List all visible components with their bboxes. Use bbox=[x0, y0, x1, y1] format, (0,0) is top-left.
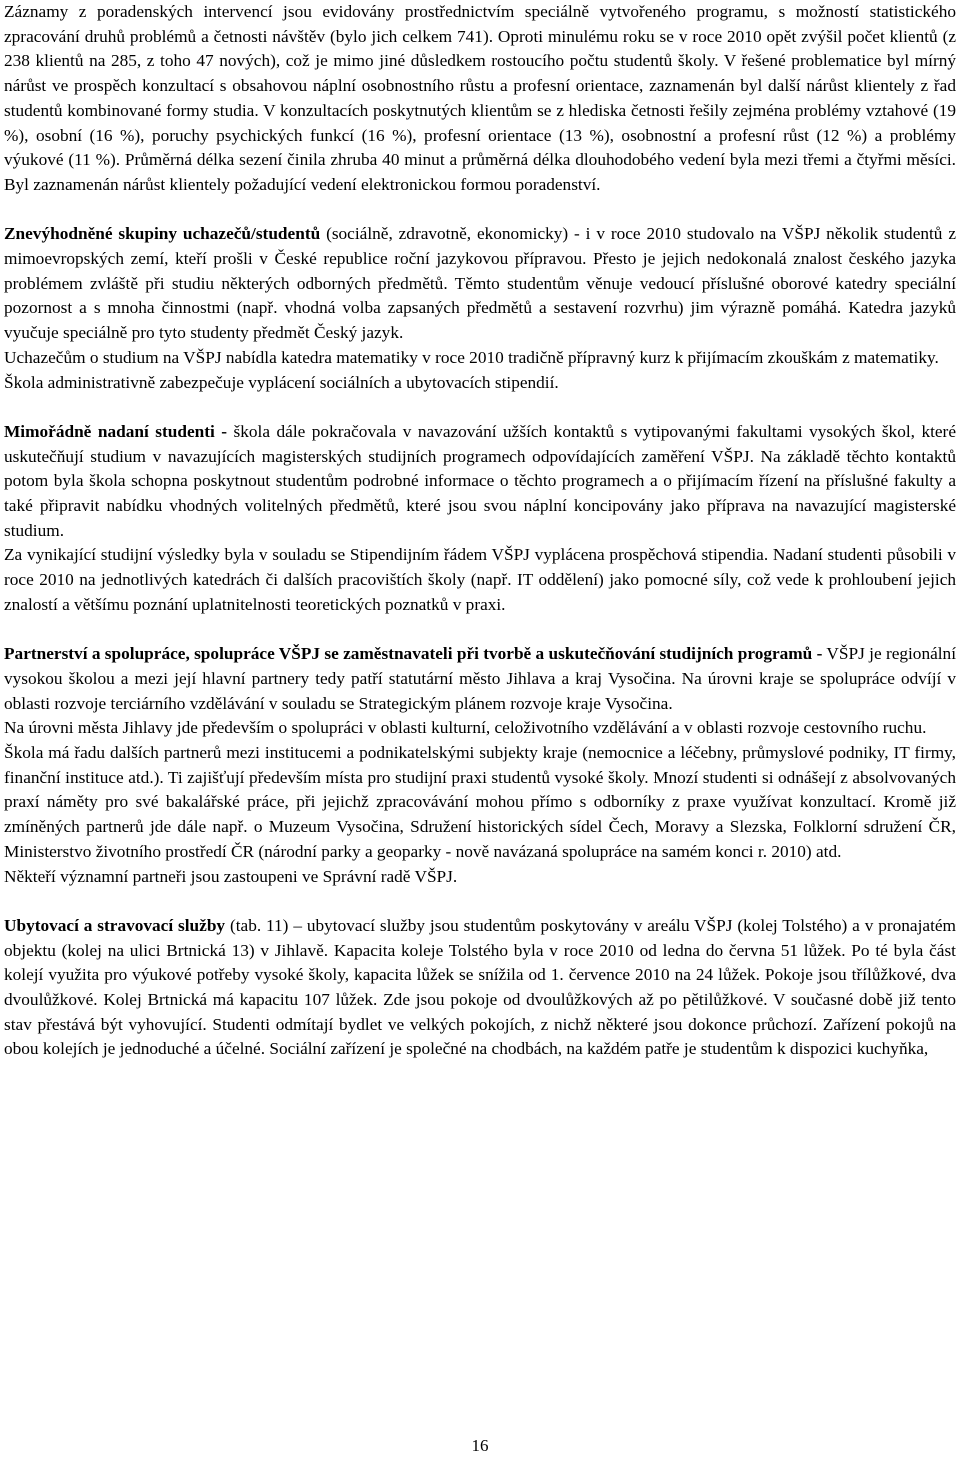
paragraph-gap bbox=[4, 889, 956, 914]
section-heading: Ubytovací a stravovací služby bbox=[4, 915, 226, 935]
paragraph-line: Škola administrativně zabezpečuje vyplácení sociálních a ubytovacích stipendií. bbox=[4, 372, 559, 392]
text-run: Oproti minulému roku se v roce 2010 opět zvýšil počet klientů (z 238 klientů na 285, z toho 47 nových), což je mimo jiné důsledkem rostoucího počtu studentů školy. bbox=[4, 26, 956, 71]
paragraph-accommodation bbox=[4, 914, 956, 1062]
paragraph-line: Na úrovni města Jihlavy jde především o spolupráci v oblasti kulturní, celoživotního vzdělávání a v oblasti rozvoje cestovního ruchu. bbox=[4, 718, 927, 738]
text-run: (tab. 11) – ubytovací služby jsou studentům poskytovány v areálu VŠPJ (kolej Tolstého) a v pronajatém objektu (kolej na ulici Brtnická 13) v Jihlavě. Kapacita koleje Tolstého byla v roce 2010 od ledna do června 51 lůžek. Po té byla část kolejí využita pro výukové potřeby vysoké školy, kapacita lůžek se snížila od 1. července 2010 na 24 lůžek. Pokoje jsou třílůžkové, dva dvoulůžkové. Kolej Brtnická má kapacitu 107 lůžek. Zde jsou pokoje od dvoulůžkových až po pětilůžkové. V současné době již tento stav přestává být vyhovující. Studenti odmítají bydlet ve velkých pokojích, z nichž některé jsou dokonce průchozí. Zařízení pokojů na obou kolejích je jednoduché a účelné. Sociální zařízení je společné na chodbách, na každém patře je studentům k dispozici kuchyňka, bbox=[4, 915, 956, 1059]
text-run: Záznamy z poradenských intervencí jsou evidovány prostřednictvím speciálně vytvořeného programu, s možností statistického zpracování druhů problémů a četnosti návštěv (bylo jich celkem 741). bbox=[4, 2, 956, 46]
text-run: (sociálně, zdravotně, ekonomicky) - i v roce 2010 studovalo na VŠPJ několik studentů z mimoevropských zemí, kteří prošli v České republice roční jazykovou přípravou. Přesto je jejich nedokonalá znalost českého jazyka problémem zvláště při studiu některých odborných předmětů. Těmto studentům věnuje vedoucí příslušné oborové katedry speciální pozornost a s mnoha činnostmi (např. vhodná volba zapsaných předmětů a sestavení rozvrhu) jim výrazně pomáhá. Katedra jazyků vyučuje speciálně pro tyto studenty předmět Český jazyk. bbox=[4, 224, 956, 343]
paragraph-gap bbox=[4, 198, 956, 223]
page-number: 16 bbox=[471, 1436, 489, 1455]
paragraph-line: Škola má řadu dalších partnerů mezi institucemi a podnikatelskými subjekty kraje (nemocnice a léčebny, průmyslové podniky, IT firmy, finanční instituce atd.). Ti zajišťují především místa pro studijní praxi studentů vysoké školy. Mnozí studenti si odnášejí z absolvovaných praxí náměty pro své bakalářské práce, při jejichž zpracovávání mohou přímo s odborníky z praxe využívat konzultací. Kromě již zmíněných partnerů jde dále např. o Muzeum Vysočina, Sdružení historických sídel Čech, Moravy a Slezska, Folklorní sdružení ČR, Ministerstvo životního prostředí ČR (národní parky a geoparky - nově navázaná spolupráce na samém konci r. 2010) atd. bbox=[4, 743, 956, 861]
text-run: VŠPJ je regionální vysokou školou a mezi její hlavní partnery tedy patří statutární město Jihlava a kraj Vysočina. Na úrovni kraje se spolupráce odvíjí v oblasti rozvoje terciárního vzdělávání v souladu se Strategickým plánem rozvoje kraje Vysočina. bbox=[4, 644, 957, 713]
section-heading: Znevýhodněné skupiny uchazečů/studentů bbox=[4, 224, 321, 244]
paragraph-gap bbox=[4, 618, 956, 643]
paragraph-disadvantaged bbox=[4, 222, 956, 346]
section-heading: Mimořádně nadaní studenti - bbox=[4, 421, 228, 441]
paragraph-gap bbox=[4, 395, 956, 420]
text-run: V řešené problematice byl mírný nárůst ve prospěch konzultací s obsahovou náplní osobnostního růstu a profesní orientace, zaznamenán byl další nárůst klientely z řad studentů kombinované formy studia. bbox=[4, 51, 956, 120]
paragraph-partnership bbox=[4, 642, 956, 716]
document-page bbox=[4, 0, 956, 1062]
paragraph-counseling bbox=[4, 0, 956, 198]
text-run: V konzultacích poskytnutých klientům se z hlediska četnosti řešily zejména problémy vztahové (19 %), osobní (16 %), poruchy psychických funkcí (16 %), profesní orientace (13 %), osobnostní a profesní růst (12 %) a problémy výukové (11 %). Průměrná délka sezení činila zhruba 40 minut a průměrná délka dlouhodobého vedení byla mezi třemi a čtyřmi měsíci. Byl zaznamenán nárůst klientely požadující vedení elektronickou formou poradenství. bbox=[4, 100, 956, 194]
paragraph-line: Za vynikající studijní výsledky byla v souladu se Stipendijním řádem VŠPJ vyplácena prospěchová stipendia. Nadaní studenti působili v roce 2010 na jednotlivých katedrách či dalších pracovištích školy (např. IT oddělení) jako pomocné síly, což vede k prohloubení jejich znalostí a většímu poznání uplatnitelnosti teoretických poznatků v praxi. bbox=[4, 545, 956, 614]
paragraph-line: Uchazečům o studium na VŠPJ nabídla katedra matematiky v roce 2010 tradičně přípravný kurz k přijímacím zkouškám z matematiky. bbox=[4, 347, 939, 367]
section-heading: Partnerství a spolupráce, spolupráce VŠPJ se zaměstnavateli při tvorbě a uskutečňování studijních programů - bbox=[4, 644, 823, 664]
text-run: škola dále pokračovala v navazování užších kontaktů s vytipovanými fakultami vysokých škol, které uskutečňují studium v navazujících magisterských studijních programech odpovídajících zaměření VŠPJ. Na základě těchto kontaktů potom byla škola schopna poskytnout studentům podrobné informace o těchto programech a o přijímacím řízení na příslušné fakulty a také připravit nabídku vhodných volitelných předmětů, které jsou svou náplní koncipovány jako příprava na navazující magisterské studium. bbox=[4, 421, 956, 540]
paragraph-line: Někteří významní partneři jsou zastoupeni ve Správní radě VŠPJ. bbox=[4, 866, 458, 886]
paragraph-gifted bbox=[4, 420, 956, 544]
